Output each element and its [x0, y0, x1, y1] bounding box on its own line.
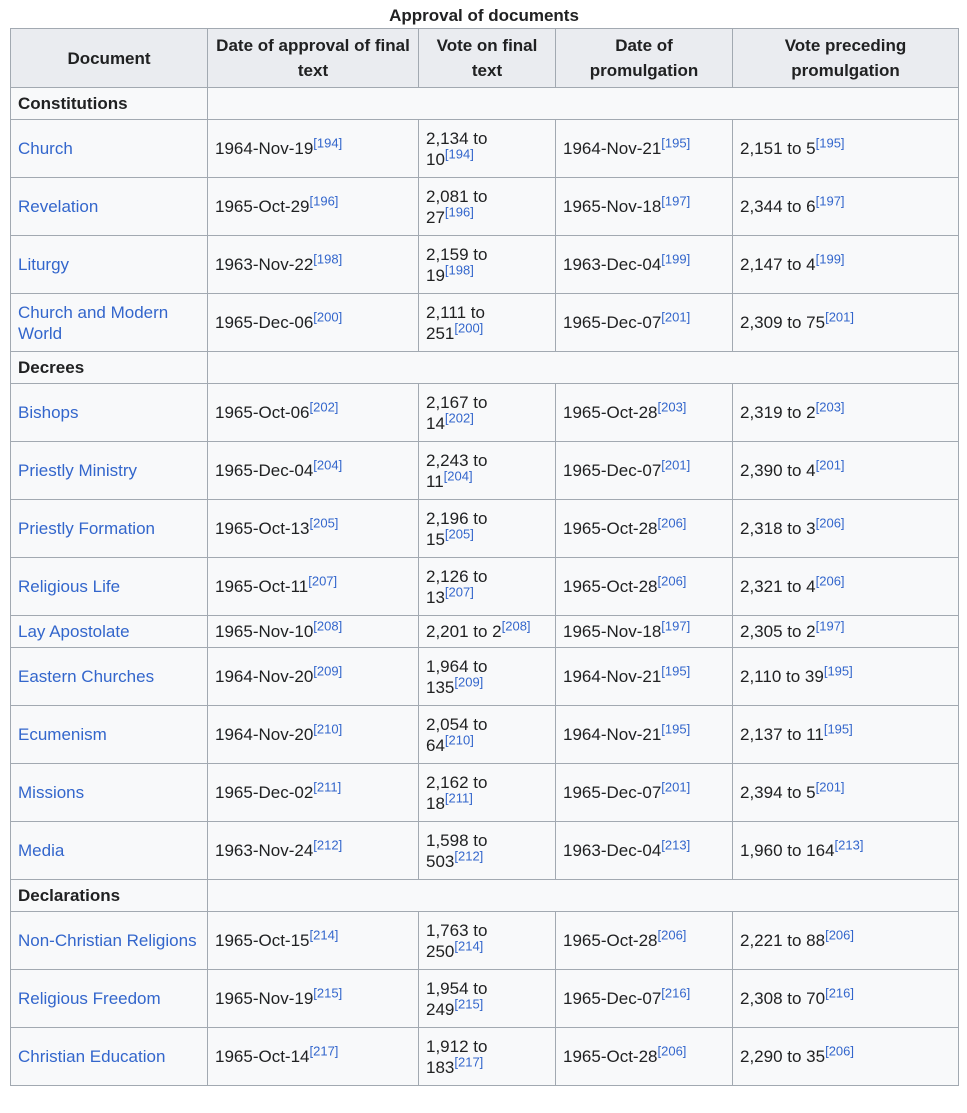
approval-date: 1965-Oct-13	[215, 519, 310, 538]
vote-line	[426, 731, 548, 756]
vote-text: 13	[426, 587, 445, 607]
header-row	[11, 29, 959, 88]
citation-link[interactable]: [196]	[309, 193, 339, 209]
approval-date: 1963-Nov-22	[215, 255, 314, 274]
citation-link[interactable]: [212]	[454, 847, 484, 863]
vote-line	[426, 920, 548, 941]
document-link[interactable]: Non-Christian Religions	[18, 931, 197, 950]
approval-date: 1963-Nov-24	[215, 841, 314, 860]
citation-link[interactable]: [203]	[657, 399, 687, 415]
citation-link[interactable]: [212]	[313, 837, 343, 853]
citation-link[interactable]: [196]	[444, 203, 474, 219]
promulgation-date-cell	[556, 912, 733, 970]
citation-link[interactable]: [209]	[454, 673, 484, 689]
table-row	[11, 1028, 959, 1086]
promulgation-vote: 2,147 to 4	[740, 255, 816, 274]
document-cell	[11, 648, 208, 706]
approval-date-cell	[208, 1028, 419, 1086]
section-spacer	[208, 352, 959, 384]
approval-date-cell	[208, 558, 419, 616]
promulgation-vote-cell	[733, 912, 959, 970]
citation-link[interactable]: [195]	[823, 663, 853, 679]
promulgation-date: 1963-Dec-04	[563, 841, 662, 860]
final-vote-cell	[419, 912, 556, 970]
vote-text: 135	[426, 677, 455, 697]
vote-line	[426, 145, 548, 170]
promulgation-vote: 2,305 to 2	[740, 622, 816, 641]
table-row	[11, 616, 959, 648]
citation-link[interactable]: [195]	[661, 135, 691, 151]
table-row	[11, 236, 959, 294]
vote-line	[426, 618, 548, 642]
approval-date-cell	[208, 822, 419, 880]
approval-date: 1965-Oct-14	[215, 1047, 310, 1066]
citation-link[interactable]: [215]	[454, 995, 484, 1011]
citation-link[interactable]: [213]	[834, 837, 864, 853]
vote-line	[426, 319, 548, 344]
document-cell	[11, 120, 208, 178]
citation-link[interactable]: [211]	[444, 789, 473, 805]
approval-date-cell	[208, 294, 419, 352]
promulgation-vote: 2,321 to 4	[740, 577, 816, 596]
promulgation-date: 1964-Nov-21	[563, 725, 662, 744]
promulgation-date: 1964-Nov-21	[563, 139, 662, 158]
promulgation-date: 1964-Nov-21	[563, 667, 662, 686]
approval-date-cell	[208, 236, 419, 294]
table-row	[11, 558, 959, 616]
vote-text: 64	[426, 735, 445, 755]
approval-date-cell	[208, 442, 419, 500]
table-row	[11, 912, 959, 970]
final-vote-cell	[419, 558, 556, 616]
section-title: Decrees	[11, 352, 208, 384]
promulgation-date-cell	[556, 706, 733, 764]
citation-link[interactable]: [199]	[815, 251, 845, 267]
table-body	[11, 88, 959, 1086]
document-cell	[11, 558, 208, 616]
citation-link[interactable]: [195]	[823, 721, 853, 737]
promulgation-vote-cell	[733, 822, 959, 880]
approval-date-cell	[208, 178, 419, 236]
vote-line	[426, 1053, 548, 1078]
final-vote-cell	[419, 764, 556, 822]
citation-link[interactable]: [206]	[657, 927, 687, 943]
vote-line	[426, 583, 548, 608]
approval-date-cell	[208, 616, 419, 648]
citation-link[interactable]: [197]	[815, 193, 845, 209]
approval-date-cell	[208, 912, 419, 970]
document-cell	[11, 764, 208, 822]
citation-link[interactable]: [195]	[815, 135, 845, 151]
vote-text: 1,964 to	[426, 656, 488, 676]
vote-text: 14	[426, 413, 445, 433]
citation-link[interactable]: [206]	[657, 573, 687, 589]
approval-date: 1965-Nov-19	[215, 989, 314, 1008]
document-link[interactable]: Ecumenism	[18, 725, 107, 744]
document-cell	[11, 236, 208, 294]
section-row	[11, 352, 959, 384]
citation-link[interactable]: [209]	[313, 663, 343, 679]
citation-link[interactable]: [194]	[444, 145, 474, 161]
promulgation-vote: 2,137 to 11	[740, 725, 824, 744]
promulgation-vote-cell	[733, 558, 959, 616]
table-row	[11, 120, 959, 178]
promulgation-date-cell	[556, 648, 733, 706]
vote-text: 15	[426, 529, 445, 549]
promulgation-date-cell	[556, 1028, 733, 1086]
citation-link[interactable]: [200]	[454, 319, 484, 335]
document-link[interactable]: Religious Freedom	[18, 989, 161, 1008]
final-vote-cell	[419, 822, 556, 880]
section-row	[11, 88, 959, 120]
vote-text: 1,912 to	[426, 1036, 488, 1056]
promulgation-vote: 1,960 to 164	[740, 841, 835, 860]
vote-text: 250	[426, 941, 455, 961]
document-link[interactable]: Christian Education	[18, 1047, 166, 1066]
vote-line	[426, 995, 548, 1020]
promulgation-vote: 2,290 to 35	[740, 1047, 826, 1066]
section-row	[11, 880, 959, 912]
document-link[interactable]: Lay Apostolate	[18, 622, 130, 641]
citation-link[interactable]: [217]	[309, 1043, 339, 1059]
vote-line	[426, 789, 548, 814]
document-link[interactable]: Priestly Ministry	[18, 461, 138, 480]
citation-link[interactable]: [201]	[825, 309, 854, 325]
promulgation-date: 1965-Oct-28	[563, 931, 658, 950]
promulgation-vote: 2,110 to 39	[740, 667, 824, 686]
promulgation-date-cell	[556, 558, 733, 616]
citation-link[interactable]: [197]	[661, 618, 691, 634]
vote-line	[426, 261, 548, 286]
final-vote-cell	[419, 970, 556, 1028]
promulgation-vote-cell	[733, 764, 959, 822]
citation-link[interactable]: [206]	[825, 1043, 854, 1059]
section-title: Declarations	[11, 880, 208, 912]
vote-text: 1,954 to	[426, 978, 488, 998]
document-cell	[11, 970, 208, 1028]
promulgation-vote-cell	[733, 442, 959, 500]
promulgation-date-cell	[556, 822, 733, 880]
final-vote-cell	[419, 294, 556, 352]
citation-link[interactable]: [207]	[444, 583, 474, 599]
promulgation-date: 1965-Dec-07	[563, 783, 662, 802]
final-vote-cell	[419, 616, 556, 648]
final-vote-cell	[419, 384, 556, 442]
final-vote-cell	[419, 706, 556, 764]
document-link[interactable]: Missions	[18, 783, 85, 802]
citation-link[interactable]: [198]	[444, 261, 474, 277]
promulgation-vote-cell	[733, 616, 959, 648]
vote-text: 2,081 to	[426, 186, 488, 206]
promulgation-vote-cell	[733, 178, 959, 236]
citation-link[interactable]: [206]	[815, 573, 845, 589]
approval-date: 1965-Dec-04	[215, 461, 314, 480]
promulgation-vote-cell	[733, 648, 959, 706]
promulgation-date-cell	[556, 442, 733, 500]
vote-line	[426, 673, 548, 698]
document-cell	[11, 1028, 208, 1086]
section-title: Constitutions	[11, 88, 208, 120]
promulgation-vote-cell	[733, 236, 959, 294]
citation-link[interactable]: [202]	[444, 409, 474, 425]
approval-date: 1965-Dec-06	[215, 313, 314, 332]
citation-link[interactable]: [213]	[661, 837, 691, 853]
vote-text: 2,126 to	[426, 566, 488, 586]
vote-line	[426, 525, 548, 550]
approval-date: 1964-Nov-20	[215, 667, 314, 686]
promulgation-date: 1965-Nov-18	[563, 622, 662, 641]
citation-link[interactable]: [211]	[313, 779, 342, 795]
citation-link[interactable]: [205]	[444, 525, 474, 541]
final-vote-cell	[419, 236, 556, 294]
promulgation-vote: 2,151 to 5	[740, 139, 816, 158]
document-link[interactable]: Bishops	[18, 403, 79, 422]
promulgation-vote: 2,308 to 70	[740, 989, 826, 1008]
final-vote-cell	[419, 120, 556, 178]
citation-link[interactable]: [210]	[313, 721, 343, 737]
promulgation-date: 1965-Oct-28	[563, 519, 658, 538]
promulgation-vote: 2,318 to 3	[740, 519, 816, 538]
citation-link[interactable]: [201]	[661, 779, 691, 795]
citation-link[interactable]: [201]	[661, 457, 691, 473]
promulgation-vote-cell	[733, 384, 959, 442]
approval-date: 1964-Nov-20	[215, 725, 314, 744]
promulgation-date-cell	[556, 120, 733, 178]
promulgation-vote-cell	[733, 1028, 959, 1086]
vote-text: 2,134 to	[426, 128, 488, 148]
promulgation-date: 1965-Dec-07	[563, 989, 662, 1008]
promulgation-vote-cell	[733, 120, 959, 178]
citation-link[interactable]: [201]	[815, 457, 845, 473]
vote-text: 18	[426, 793, 445, 813]
citation-link[interactable]: [206]	[657, 515, 687, 531]
citation-link[interactable]: [208]	[501, 618, 531, 634]
vote-line	[426, 302, 548, 323]
citation-link[interactable]: [201]	[661, 309, 691, 325]
vote-text: 2,054 to	[426, 714, 488, 734]
approval-date: 1965-Oct-29	[215, 197, 310, 216]
vote-text: 2,162 to	[426, 772, 488, 792]
approval-date-cell	[208, 648, 419, 706]
citation-link[interactable]: [194]	[313, 135, 343, 151]
promulgation-date-cell	[556, 236, 733, 294]
citation-link[interactable]: [200]	[313, 309, 343, 325]
table-row	[11, 970, 959, 1028]
citation-link[interactable]: [214]	[454, 937, 484, 953]
promulgation-date-cell	[556, 178, 733, 236]
citation-link[interactable]: [210]	[444, 731, 474, 747]
vote-text: 251	[426, 323, 455, 343]
section-spacer	[208, 88, 959, 120]
table-row	[11, 294, 959, 352]
promulgation-date-cell	[556, 616, 733, 648]
vote-text: 2,243 to	[426, 450, 488, 470]
final-vote-cell	[419, 442, 556, 500]
approval-date-cell	[208, 120, 419, 178]
promulgation-date: 1965-Dec-07	[563, 461, 662, 480]
citation-link[interactable]: [217]	[454, 1053, 484, 1069]
promulgation-date-cell	[556, 500, 733, 558]
approval-date: 1965-Dec-02	[215, 783, 314, 802]
vote-text: 11	[426, 471, 444, 491]
document-cell	[11, 384, 208, 442]
approval-date: 1964-Nov-19	[215, 139, 314, 158]
document-cell	[11, 442, 208, 500]
header-approval-date: Date of approval of final text	[208, 29, 419, 88]
header-promulgation-date: Date of promulgation	[556, 29, 733, 88]
vote-text: 503	[426, 851, 455, 871]
approval-date: 1965-Oct-15	[215, 931, 310, 950]
promulgation-vote: 2,394 to 5	[740, 783, 816, 802]
promulgation-vote: 2,344 to 6	[740, 197, 816, 216]
citation-link[interactable]: [207]	[308, 573, 338, 589]
vote-text: 2,159 to	[426, 244, 488, 264]
final-vote-cell	[419, 500, 556, 558]
table-caption: Approval of documents	[389, 6, 579, 25]
vote-text: 2,196 to	[426, 508, 488, 528]
document-cell	[11, 706, 208, 764]
promulgation-vote-cell	[733, 294, 959, 352]
vote-line	[426, 937, 548, 962]
promulgation-date-cell	[556, 294, 733, 352]
promulgation-date: 1965-Oct-28	[563, 577, 658, 596]
vote-line	[426, 409, 548, 434]
document-link[interactable]: Eastern Churches	[18, 667, 155, 686]
promulgation-vote: 2,221 to 88	[740, 931, 826, 950]
document-link[interactable]: Liturgy	[18, 255, 70, 274]
approval-date-cell	[208, 384, 419, 442]
table-row	[11, 178, 959, 236]
vote-line	[426, 847, 548, 872]
citation-link[interactable]: [214]	[309, 927, 339, 943]
promulgation-date: 1965-Oct-28	[563, 1047, 658, 1066]
document-link[interactable]: Media	[18, 841, 65, 860]
citation-link[interactable]: [199]	[661, 251, 691, 267]
final-vote-cell	[419, 178, 556, 236]
document-cell	[11, 616, 208, 648]
final-vote-cell	[419, 648, 556, 706]
vote-text: 2,201 to 2	[426, 622, 502, 641]
approval-date-cell	[208, 764, 419, 822]
header-promulgation-vote: Vote preceding promulgation	[733, 29, 959, 88]
vote-text: 10	[426, 149, 445, 169]
citation-link[interactable]: [216]	[825, 985, 854, 1001]
document-link[interactable]: Church and Modern World	[18, 302, 169, 343]
citation-link[interactable]: [202]	[309, 399, 339, 415]
table-row	[11, 384, 959, 442]
citation-link[interactable]: [205]	[309, 515, 339, 531]
approval-date: 1965-Nov-10	[215, 622, 314, 641]
approval-date-cell	[208, 500, 419, 558]
citation-link[interactable]: [216]	[661, 985, 691, 1001]
promulgation-vote-cell	[733, 500, 959, 558]
promulgation-date-cell	[556, 764, 733, 822]
vote-text: 27	[426, 207, 445, 227]
table-row	[11, 500, 959, 558]
document-cell	[11, 822, 208, 880]
promulgation-date: 1965-Dec-07	[563, 313, 662, 332]
citation-link[interactable]: [206]	[825, 927, 854, 943]
citation-link[interactable]: [201]	[815, 779, 845, 795]
document-cell	[11, 294, 208, 352]
citation-link[interactable]: [195]	[661, 663, 691, 679]
promulgation-date-cell	[556, 970, 733, 1028]
citation-link[interactable]: [197]	[661, 193, 691, 209]
citation-link[interactable]: [204]	[443, 467, 473, 483]
citation-link[interactable]: [215]	[313, 985, 343, 1001]
table-row	[11, 442, 959, 500]
citation-link[interactable]: [197]	[815, 618, 845, 634]
vote-text: 1,763 to	[426, 920, 488, 940]
approval-date: 1965-Oct-11	[215, 577, 309, 596]
promulgation-vote: 2,319 to 2	[740, 403, 816, 422]
vote-text: 19	[426, 265, 445, 285]
table-row	[11, 822, 959, 880]
table-row	[11, 706, 959, 764]
table-row	[11, 764, 959, 822]
document-cell	[11, 912, 208, 970]
citation-link[interactable]: [195]	[661, 721, 691, 737]
vote-line	[426, 203, 548, 228]
document-link[interactable]: Priestly Formation	[18, 519, 155, 538]
section-spacer	[208, 880, 959, 912]
promulgation-vote: 2,309 to 75	[740, 313, 826, 332]
header-document: Document	[11, 29, 208, 88]
approval-date-cell	[208, 706, 419, 764]
promulgation-vote-cell	[733, 706, 959, 764]
document-link[interactable]: Church	[18, 139, 73, 158]
header-final-vote: Vote on final text	[419, 29, 556, 88]
citation-link[interactable]: [204]	[313, 457, 343, 473]
promulgation-date: 1965-Oct-28	[563, 403, 658, 422]
citation-link[interactable]: [203]	[815, 399, 845, 415]
document-link[interactable]: Religious Life	[18, 577, 121, 596]
table-row	[11, 648, 959, 706]
approval-date-cell	[208, 970, 419, 1028]
citation-link[interactable]: [206]	[815, 515, 845, 531]
vote-line	[426, 830, 548, 851]
citation-link[interactable]: [206]	[657, 1043, 687, 1059]
promulgation-vote-cell	[733, 970, 959, 1028]
vote-line	[426, 467, 548, 492]
vote-line	[426, 978, 548, 999]
citation-link[interactable]: [208]	[313, 618, 343, 634]
promulgation-date: 1965-Nov-18	[563, 197, 662, 216]
document-cell	[11, 178, 208, 236]
citation-link[interactable]: [198]	[313, 251, 343, 267]
approval-table	[10, 28, 959, 1086]
document-link[interactable]: Revelation	[18, 197, 99, 216]
vote-text: 249	[426, 999, 455, 1019]
vote-text: 2,111 to	[426, 302, 485, 322]
document-cell	[11, 500, 208, 558]
vote-text: 2,167 to	[426, 392, 488, 412]
approval-date: 1965-Oct-06	[215, 403, 310, 422]
vote-line	[426, 656, 548, 677]
vote-text: 183	[426, 1057, 455, 1077]
vote-line	[426, 1036, 548, 1057]
promulgation-vote: 2,390 to 4	[740, 461, 816, 480]
promulgation-date-cell	[556, 384, 733, 442]
vote-text: 1,598 to	[426, 830, 488, 850]
promulgation-date: 1963-Dec-04	[563, 255, 662, 274]
final-vote-cell	[419, 1028, 556, 1086]
